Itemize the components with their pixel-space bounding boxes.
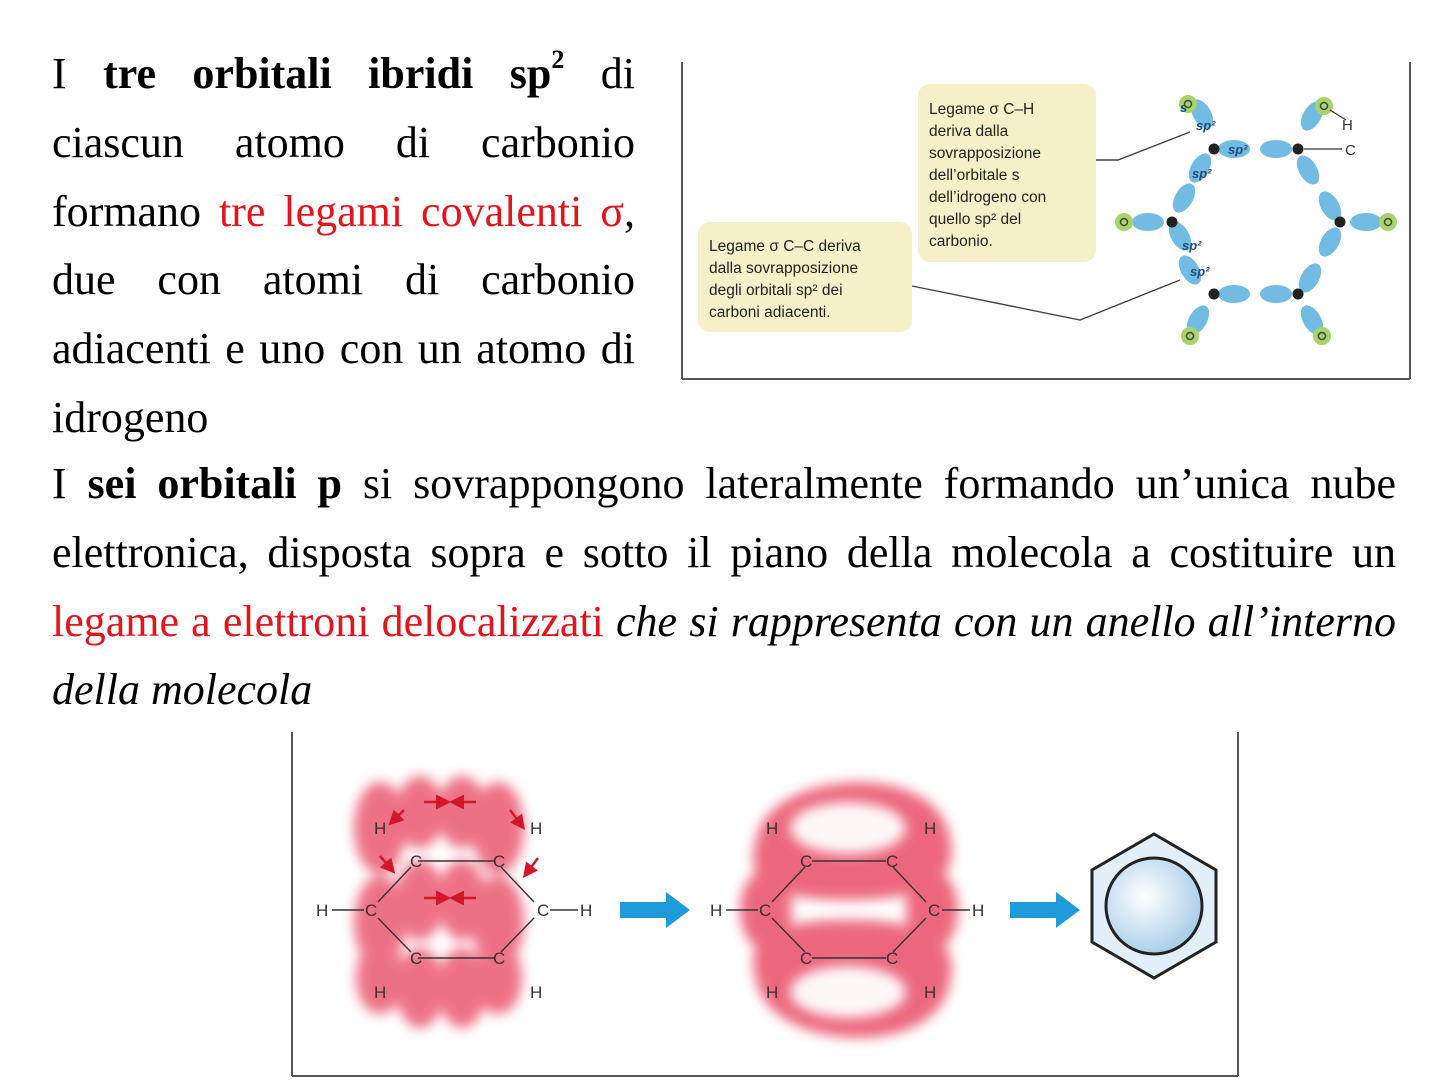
atom-label-h: H xyxy=(972,901,985,920)
callout-ch-line: dell’idrogeno con xyxy=(929,189,1047,206)
atom-label-c: C xyxy=(493,949,506,968)
label-sp2: sp² xyxy=(1196,118,1216,133)
figure-sigma-bonds xyxy=(678,58,1414,384)
callout-cc-line: Legame σ C–C deriva xyxy=(709,238,861,255)
atom-label-h: H xyxy=(316,901,329,920)
paragraph-hybrid-orbitals xyxy=(52,40,635,453)
hydrogen-s-orbital xyxy=(1315,97,1333,115)
carbon-nucleus xyxy=(1167,217,1178,228)
atom-label-h: H xyxy=(924,983,937,1002)
atom-label-c: C xyxy=(928,901,941,920)
callout-ch-line: sovrapposizione xyxy=(929,145,1042,162)
atom-label-c: C xyxy=(800,852,813,871)
atom-label-c: C xyxy=(759,901,772,920)
hydrogen-s-orbital xyxy=(1379,213,1397,231)
callout-cc-line: carboni adiacenti. xyxy=(709,304,831,321)
callout-ch-line: dell’orbitale s xyxy=(929,167,1020,184)
carbon-nucleus xyxy=(1293,289,1304,300)
atom-label-c: C xyxy=(886,949,899,968)
callout-ch-line: deriva dalla xyxy=(929,123,1009,140)
label-sp2: sp² xyxy=(1228,142,1248,157)
atom-label-c: C xyxy=(365,901,378,920)
atom-label-h: H xyxy=(374,819,387,838)
highlight-sigma-bonds: tre legami covalenti σ xyxy=(219,186,624,236)
arrow-right-icon xyxy=(1010,892,1080,928)
atom-label-c: C xyxy=(886,852,899,871)
callout-cc-line: dalla sovrapposizione xyxy=(709,260,859,277)
benzene-ring-icon xyxy=(1092,834,1216,978)
hydrogen-s-orbital xyxy=(1115,213,1133,231)
atom-label-h: H xyxy=(766,983,779,1002)
callout-ch-line: quello sp² del xyxy=(929,211,1022,228)
text-segment: si sovrappongono lateralmente formando un’unica nube elettronica, disposta sopra e sotto il piano della molecola a costituire un xyxy=(52,459,1396,577)
paragraph-p-orbitals xyxy=(52,450,1396,725)
carbon-nucleus xyxy=(1293,144,1304,155)
arrow-right-icon xyxy=(620,892,690,928)
callout-ch-line: carbonio. xyxy=(929,233,993,250)
atom-label-h: H xyxy=(374,983,387,1002)
atom-label-h: H xyxy=(530,819,543,838)
atom-label-c: C xyxy=(493,852,506,871)
atom-label-c: C xyxy=(537,901,550,920)
text-segment: di ciascun atomo di carbonio formano xyxy=(52,49,635,236)
italic-ring-note: che si rappresenta con un anello all’interno della molecola xyxy=(52,596,1396,715)
atom-label-h: H xyxy=(530,983,543,1002)
bold-term-sp2 xyxy=(103,45,565,98)
label-sp2: sp² xyxy=(1190,264,1210,279)
carbon-nucleus xyxy=(1209,144,1220,155)
text-segment: I xyxy=(52,459,88,508)
bold-term-p-orbitals: sei orbitali p xyxy=(87,459,343,508)
text-segment: , due con atomi di carbonio adiacenti e uno con un atomo di idrogeno xyxy=(52,186,635,442)
figure-delocalized-cloud xyxy=(288,730,1244,1080)
carbon-nucleus xyxy=(1335,217,1346,228)
highlight-delocalized-bond: legame a elettroni delocalizzati xyxy=(52,596,604,646)
atom-label-c: C xyxy=(800,949,813,968)
leader-line-cc xyxy=(912,280,1180,320)
callout-ch-line: Legame σ C–H xyxy=(929,101,1035,118)
hydrogen-s-orbital xyxy=(1181,327,1199,345)
atom-label-h: H xyxy=(710,901,723,920)
label-sp2: sp² xyxy=(1182,238,1202,253)
label-s: s xyxy=(1180,100,1188,115)
hydrogen-s-orbital xyxy=(1313,327,1331,345)
atom-label-h: H xyxy=(924,819,937,838)
atom-label-h: H xyxy=(580,901,593,920)
label-c: C xyxy=(1345,142,1356,159)
superscript: 2 xyxy=(551,45,565,74)
atom-label-h: H xyxy=(766,819,779,838)
carbon-nucleus xyxy=(1209,289,1220,300)
bold-term-text: tre orbitali ibridi sp xyxy=(103,49,552,98)
label-sp2: sp² xyxy=(1192,166,1212,181)
leader-line-ch xyxy=(1096,132,1190,160)
atom-label-c: C xyxy=(410,852,423,871)
atom-label-c: C xyxy=(410,949,423,968)
label-h: H xyxy=(1342,117,1353,134)
callout-cc-line: degli orbitali sp² dei xyxy=(709,282,843,299)
text-segment: I xyxy=(52,49,104,98)
